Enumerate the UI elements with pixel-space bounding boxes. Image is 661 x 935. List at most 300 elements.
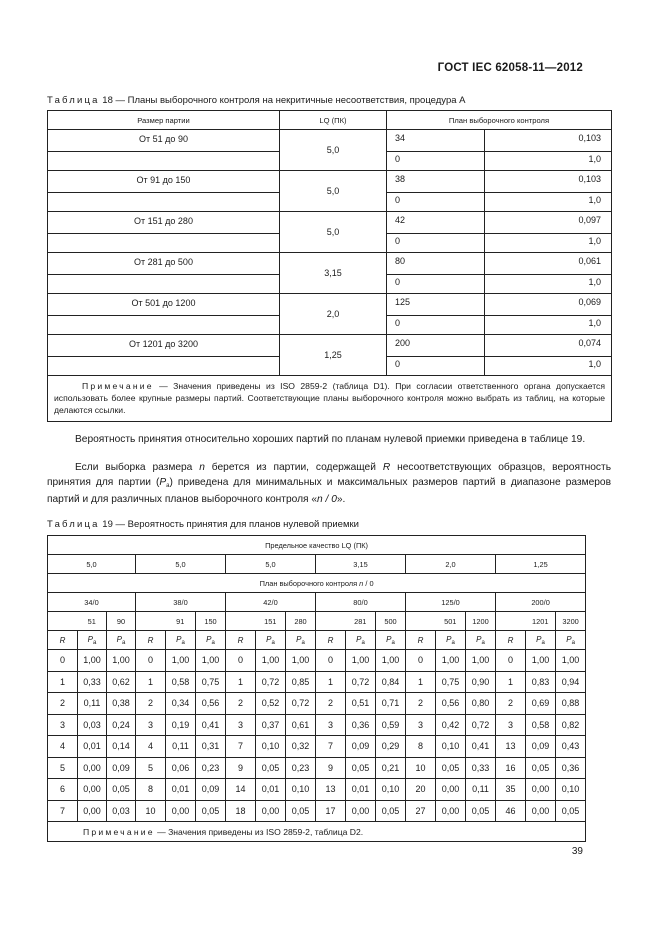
table19-pa-header <box>286 631 316 650</box>
table19-r-value: 17 <box>316 800 346 822</box>
table18-note-label: Примечание <box>82 381 154 391</box>
table18-sample-size: 80 <box>387 253 485 275</box>
table18-value: 0,061 <box>485 253 612 275</box>
table19-pa-max: 1,00 <box>376 650 406 672</box>
table19-pa-max: 1,00 <box>556 650 586 672</box>
table19-r-value: 3 <box>136 714 166 736</box>
table19-pa-sub: a <box>361 639 365 646</box>
table18-col-lot-size: Размер партии <box>48 111 280 130</box>
table19-r-value: 27 <box>406 800 436 822</box>
table19-pa-max: 0,03 <box>107 800 136 822</box>
table19-pa-max: 0,05 <box>107 779 136 801</box>
table19-pa-letter: P <box>476 634 482 644</box>
table18-value: 0,074 <box>485 335 612 357</box>
table19-pa-max: 0,24 <box>107 714 136 736</box>
para2-part-d: ) приведена для минимальных и максимальных размеров партий в диапазоне размеров партий и для различных планов выборочного контроля « <box>47 476 611 505</box>
table19-pa-max: 0,82 <box>556 714 586 736</box>
table18-lot-range: От 1201 до 3200 <box>48 335 280 357</box>
table18-blank-cell <box>48 234 280 253</box>
table18-value-2: 1,0 <box>485 152 612 171</box>
table19-pa-max: 0,84 <box>376 671 406 693</box>
table19-pa-min: 0,52 <box>256 693 286 715</box>
table19-pa-sub: a <box>571 639 575 646</box>
table19-lot-min: 501 <box>436 612 466 631</box>
table19-r-value: 2 <box>496 693 526 715</box>
para2-plan: n / 0 <box>317 494 337 505</box>
table19-r-value: 0 <box>226 650 256 672</box>
table19-pa-min: 0,58 <box>166 671 196 693</box>
table19-pa-sub: a <box>481 639 485 646</box>
table19-pa-min: 0,56 <box>436 693 466 715</box>
table19-pa-min: 0,00 <box>526 779 556 801</box>
table19-r-value: 0 <box>136 650 166 672</box>
table18-acceptance-number: 0 <box>387 152 485 171</box>
table19-pa-max: 0,62 <box>107 671 136 693</box>
table19-pa-sub: a <box>391 639 395 646</box>
table19-plan: 42/0 <box>226 593 316 612</box>
table19-pa-min: 0,75 <box>436 671 466 693</box>
para2-var-p: P <box>159 476 167 488</box>
table19-pa-header <box>78 631 107 650</box>
table18-col-plan: План выборочного контроля <box>387 111 612 130</box>
table19-pa-header <box>466 631 496 650</box>
table19-pa-min: 0,01 <box>166 779 196 801</box>
table18-row <box>48 294 612 316</box>
table19-lot-blank <box>316 612 346 631</box>
table19-pa-max: 0,10 <box>376 779 406 801</box>
table18 <box>47 110 612 422</box>
table19-pa-min: 0,00 <box>436 800 466 822</box>
table19-data-row <box>48 650 586 672</box>
table19-r-value: 1 <box>496 671 526 693</box>
table19-pa-max: 0,61 <box>286 714 316 736</box>
table19-data-row <box>48 800 586 822</box>
table18-sample-size: 34 <box>387 130 485 152</box>
paragraph-1: Вероятность принятия относительно хороших партий по планам нулевой приемки приведена в таблице 19. <box>75 434 586 445</box>
table19-r-value: 7 <box>226 736 256 758</box>
table19-r-value: 6 <box>48 779 78 801</box>
table19-lq-value: 2,0 <box>406 555 496 574</box>
table19-pa-min: 0,09 <box>526 736 556 758</box>
table19-pa-min: 0,34 <box>166 693 196 715</box>
table19-plan-title: План выборочного контроля n / 0 <box>48 574 586 593</box>
table19-pa-min: 0,58 <box>526 714 556 736</box>
table19-pa-min: 0,06 <box>166 757 196 779</box>
table19-pa-header <box>196 631 226 650</box>
table19-lot-max: 90 <box>107 612 136 631</box>
table19-r-header: R <box>136 631 166 650</box>
table18-sample-size: 42 <box>387 212 485 234</box>
table18-lq-value: 2,0 <box>280 294 387 335</box>
para2-var-n: n <box>199 462 205 473</box>
table19-pa-max: 0,21 <box>376 757 406 779</box>
table19-pa-max: 0,05 <box>466 800 496 822</box>
table19-pa-letter: P <box>536 634 542 644</box>
table19-pa-min: 0,36 <box>346 714 376 736</box>
table19-pa-max: 0,88 <box>556 693 586 715</box>
table19-lot-max: 3200 <box>556 612 586 631</box>
table19-pa-header <box>166 631 196 650</box>
table19-r-value: 9 <box>316 757 346 779</box>
table18-lot-range: От 281 до 500 <box>48 253 280 275</box>
table19-pa-min: 0,05 <box>436 757 466 779</box>
table19-r-value: 0 <box>316 650 346 672</box>
table18-row <box>48 171 612 193</box>
table19-pa-sub: a <box>93 639 97 646</box>
table19-pa-letter: P <box>296 634 302 644</box>
table18-sample-size: 125 <box>387 294 485 316</box>
table19-pa-max: 0,29 <box>376 736 406 758</box>
table19-r-value: 3 <box>496 714 526 736</box>
table19-pa-min: 0,03 <box>78 714 107 736</box>
table19-r-value: 1 <box>316 671 346 693</box>
table19-pa-max: 0,72 <box>466 714 496 736</box>
table18-blank-cell <box>48 193 280 212</box>
table19-note <box>48 822 586 842</box>
table18-col-lq: LQ (ПК) <box>280 111 387 130</box>
table18-value-2: 1,0 <box>485 316 612 335</box>
table19 <box>47 535 586 842</box>
table19-plans-row <box>48 593 586 612</box>
table19-r-value: 2 <box>48 693 78 715</box>
table19-pa-max: 0,75 <box>196 671 226 693</box>
table18-body <box>48 111 612 422</box>
table19-pa-max: 0,10 <box>286 779 316 801</box>
table19-r-value: 13 <box>496 736 526 758</box>
table19-caption-text: 19 — Вероятность принятия для планов нулевой приемки <box>99 519 359 530</box>
table18-row <box>48 130 612 152</box>
table19-pa-max: 0,23 <box>196 757 226 779</box>
table18-blank-cell <box>48 152 280 171</box>
table19-pa-min: 0,19 <box>166 714 196 736</box>
table19-pa-min: 0,01 <box>78 736 107 758</box>
table19-lq-value: 1,25 <box>496 555 586 574</box>
table19-r-value: 2 <box>136 693 166 715</box>
table19-r-value: 0 <box>48 650 78 672</box>
para2-part-e: ». <box>336 494 346 505</box>
document-header: ГОСТ IEC 62058-11—2012 <box>437 62 583 74</box>
table19-pa-max: 0,36 <box>556 757 586 779</box>
table19-r-value: 2 <box>226 693 256 715</box>
table19-pa-letter: P <box>356 634 362 644</box>
table19-r-value: 8 <box>136 779 166 801</box>
table19-pa-max: 0,23 <box>286 757 316 779</box>
table19-pa-min: 1,00 <box>526 650 556 672</box>
para2-part-b: берется из партии, содержащей <box>204 462 383 473</box>
table19-data-row <box>48 671 586 693</box>
table18-lq-value: 1,25 <box>280 335 387 376</box>
table18-caption <box>47 95 465 106</box>
table18-acceptance-number: 0 <box>387 275 485 294</box>
table19-lot-sizes-row <box>48 612 586 631</box>
table19-pa-max: 0,94 <box>556 671 586 693</box>
table19-pa-header <box>107 631 136 650</box>
table19-pa-letter: P <box>566 634 572 644</box>
table18-value-2: 1,0 <box>485 193 612 212</box>
table18-value: 0,103 <box>485 130 612 152</box>
paragraph-2 <box>47 461 611 508</box>
table19-pa-min: 0,10 <box>256 736 286 758</box>
table19-r-value: 20 <box>406 779 436 801</box>
table19-pa-max: 0,56 <box>196 693 226 715</box>
table19-pa-letter: P <box>206 634 212 644</box>
table18-value: 0,069 <box>485 294 612 316</box>
table19-body <box>48 536 586 842</box>
table19-pa-min: 1,00 <box>166 650 196 672</box>
table18-note-row <box>48 376 612 422</box>
table19-pa-max: 0,09 <box>107 757 136 779</box>
table19-pa-min: 0,05 <box>256 757 286 779</box>
table19-plan: 200/0 <box>496 593 586 612</box>
table19-pa-sub: a <box>181 639 185 646</box>
table19-r-value: 2 <box>406 693 436 715</box>
table19-pa-min: 0,72 <box>346 671 376 693</box>
table19-pa-max: 0,33 <box>466 757 496 779</box>
table19-r-value: 0 <box>496 650 526 672</box>
table19-r-header: R <box>406 631 436 650</box>
table19-pa-max: 0,09 <box>196 779 226 801</box>
table18-acceptance-number: 0 <box>387 193 485 212</box>
table19-pa-letter: P <box>87 634 93 644</box>
table19-pa-min: 1,00 <box>256 650 286 672</box>
table19-lot-min: 91 <box>166 612 196 631</box>
table19-pa-max: 0,05 <box>286 800 316 822</box>
table18-lot-range: От 51 до 90 <box>48 130 280 152</box>
table19-r-value: 0 <box>406 650 436 672</box>
table19-r-value: 4 <box>136 736 166 758</box>
table19-pa-max: 0,14 <box>107 736 136 758</box>
table19-plan: 34/0 <box>48 593 136 612</box>
table19-pa-sub: a <box>301 639 305 646</box>
table18-sample-size: 200 <box>387 335 485 357</box>
para2-var-r: R <box>382 462 391 473</box>
table19-r-header: R <box>496 631 526 650</box>
table19-data-row <box>48 736 586 758</box>
table19-pa-letter: P <box>386 634 392 644</box>
table19-r-value: 35 <box>496 779 526 801</box>
table19-pa-min: 0,00 <box>436 779 466 801</box>
table19-pa-letter: P <box>116 634 122 644</box>
table19-pa-min: 0,01 <box>256 779 286 801</box>
page-number: 39 <box>571 846 583 857</box>
table19-pa-min: 0,11 <box>78 693 107 715</box>
table19-pa-max: 1,00 <box>196 650 226 672</box>
table19-pa-max: 0,43 <box>556 736 586 758</box>
table19-r-value: 7 <box>316 736 346 758</box>
table19-lot-max: 1200 <box>466 612 496 631</box>
table19-pa-sub: a <box>541 639 545 646</box>
table19-pa-sub: a <box>211 639 215 646</box>
table19-r-value: 7 <box>48 800 78 822</box>
table19-pa-header <box>556 631 586 650</box>
table18-acceptance-number: 0 <box>387 316 485 335</box>
table19-pa-min: 0,72 <box>256 671 286 693</box>
table18-lq-value: 5,0 <box>280 212 387 253</box>
table19-data-row <box>48 757 586 779</box>
table19-r-value: 46 <box>496 800 526 822</box>
table19-pa-header <box>256 631 286 650</box>
table19-pa-min: 0,00 <box>78 757 107 779</box>
para2-part-a: Если выборка размера <box>75 462 200 473</box>
table19-pa-max: 0,05 <box>196 800 226 822</box>
table18-row <box>48 212 612 234</box>
table18-sample-size: 38 <box>387 171 485 193</box>
table18-note-text: — Значения приведены из ISO 2859-2 (таблица D1). При согласии ответственного органа допускается использовать более крупные размеры партий. Соответствующие планы выборочного контроля можно выбрать из таблиц, на которые делаются ссылки. <box>54 381 606 415</box>
table19-pa-sub: a <box>122 639 126 646</box>
table18-lot-range: От 91 до 150 <box>48 171 280 193</box>
table19-r-value: 9 <box>226 757 256 779</box>
table19-pa-max: 0,05 <box>556 800 586 822</box>
table19-caption <box>47 519 359 530</box>
table19-r-value: 1 <box>406 671 436 693</box>
table19-lq-value: 5,0 <box>136 555 226 574</box>
table19-r-value: 13 <box>316 779 346 801</box>
table18-lq-value: 5,0 <box>280 130 387 171</box>
table19-pa-min: 0,33 <box>78 671 107 693</box>
table19-pa-max: 0,41 <box>466 736 496 758</box>
table19-plan: 38/0 <box>136 593 226 612</box>
table19-pa-min: 0,51 <box>346 693 376 715</box>
table19-pa-min: 1,00 <box>78 650 107 672</box>
table19-r-header: R <box>316 631 346 650</box>
table18-blank-cell <box>48 275 280 294</box>
table19-pa-min: 0,00 <box>526 800 556 822</box>
table19-pa-min: 1,00 <box>346 650 376 672</box>
table19-caption-prefix: Таблица <box>47 519 100 530</box>
table18-lq-value: 5,0 <box>280 171 387 212</box>
table19-r-value: 3 <box>316 714 346 736</box>
table19-lot-min: 281 <box>346 612 376 631</box>
table19-var-header-row <box>48 631 586 650</box>
table18-lot-range: От 151 до 280 <box>48 212 280 234</box>
table19-pa-max: 0,80 <box>466 693 496 715</box>
table18-blank-cell <box>48 357 280 376</box>
table18-row <box>48 253 612 275</box>
table19-pa-min: 0,11 <box>166 736 196 758</box>
table19-r-value: 10 <box>136 800 166 822</box>
table19-r-value: 3 <box>48 714 78 736</box>
table19-title: Предельное качество LQ (ПК) <box>48 536 586 555</box>
table19-lot-max: 150 <box>196 612 226 631</box>
table19-r-value: 1 <box>226 671 256 693</box>
table19-pa-header <box>436 631 466 650</box>
table19-pa-min: 0,69 <box>526 693 556 715</box>
table19-pa-max: 0,72 <box>286 693 316 715</box>
table19-r-value: 5 <box>48 757 78 779</box>
table19-pa-max: 0,41 <box>196 714 226 736</box>
table18-value-2: 1,0 <box>485 357 612 376</box>
table19-lot-blank <box>406 612 436 631</box>
table19-pa-min: 0,01 <box>346 779 376 801</box>
table19-r-value: 4 <box>48 736 78 758</box>
table18-caption-prefix: Таблица <box>47 95 100 106</box>
table19-pa-min: 0,10 <box>436 736 466 758</box>
table19-lq-row <box>48 555 586 574</box>
table19-pa-letter: P <box>446 634 452 644</box>
table19-pa-min: 1,00 <box>436 650 466 672</box>
table19-lot-min: 1201 <box>526 612 556 631</box>
table18-note <box>48 376 612 422</box>
table19-r-value: 18 <box>226 800 256 822</box>
table19-r-value: 1 <box>48 671 78 693</box>
table19-pa-min: 0,00 <box>256 800 286 822</box>
table19-plan-title-row <box>48 574 586 593</box>
table19-r-value: 3 <box>226 714 256 736</box>
table18-value-2: 1,0 <box>485 234 612 253</box>
table19-pa-min: 0,09 <box>346 736 376 758</box>
table19-r-header: R <box>226 631 256 650</box>
table19-r-value: 10 <box>406 757 436 779</box>
table19-lot-blank <box>226 612 256 631</box>
table19-pa-min: 0,42 <box>436 714 466 736</box>
table19-pa-header <box>376 631 406 650</box>
table18-acceptance-number: 0 <box>387 234 485 253</box>
table19-pa-letter: P <box>176 634 182 644</box>
table19-note-row <box>48 822 586 842</box>
table19-plan: 125/0 <box>406 593 496 612</box>
table19-lot-min: 151 <box>256 612 286 631</box>
table19-pa-max: 0,11 <box>466 779 496 801</box>
table19-pa-min: 0,00 <box>166 800 196 822</box>
table19-lot-max: 500 <box>376 612 406 631</box>
table18-lot-range: От 501 до 1200 <box>48 294 280 316</box>
table19-pa-min: 0,00 <box>78 779 107 801</box>
table19-plan: 80/0 <box>316 593 406 612</box>
para2-sub-a: a <box>166 482 170 489</box>
table19-pa-max: 0,59 <box>376 714 406 736</box>
table19-pa-header <box>526 631 556 650</box>
table19-pa-max: 0,71 <box>376 693 406 715</box>
table19-pa-max: 1,00 <box>107 650 136 672</box>
table19-lot-max: 280 <box>286 612 316 631</box>
table19-pa-max: 1,00 <box>466 650 496 672</box>
table19-data-row <box>48 779 586 801</box>
table19-lq-value: 5,0 <box>48 555 136 574</box>
table19-pa-sub: a <box>451 639 455 646</box>
table19-pa-max: 0,32 <box>286 736 316 758</box>
table19-pa-sub: a <box>271 639 275 646</box>
table19-lot-min: 51 <box>78 612 107 631</box>
table19-pa-min: 0,00 <box>346 800 376 822</box>
table19-pa-min: 0,83 <box>526 671 556 693</box>
table19-pa-max: 0,38 <box>107 693 136 715</box>
table19-note-label: Примечание <box>83 826 155 837</box>
table19-title-row <box>48 536 586 555</box>
para2-part-c: несоответствующих образцов, вероятность принятия для партии ( <box>47 462 611 488</box>
table19-lot-blank <box>496 612 526 631</box>
table19-pa-max: 0,31 <box>196 736 226 758</box>
table19-r-value: 16 <box>496 757 526 779</box>
table18-value-2: 1,0 <box>485 275 612 294</box>
table19-lq-value: 5,0 <box>226 555 316 574</box>
table19-lot-blank <box>136 612 166 631</box>
table19-pa-max: 1,00 <box>286 650 316 672</box>
table18-row <box>48 335 612 357</box>
table19-data-row <box>48 693 586 715</box>
table19-pa-max: 0,90 <box>466 671 496 693</box>
table19-pa-max: 0,10 <box>556 779 586 801</box>
table19-note-text: — Значения приведены из ISO 2859-2, таблица D2. <box>154 826 364 837</box>
table19-pa-max: 0,05 <box>376 800 406 822</box>
table19-pa-min: 0,05 <box>526 757 556 779</box>
table19-pa-min: 0,05 <box>346 757 376 779</box>
table18-lq-value: 3,15 <box>280 253 387 294</box>
table19-r-value: 14 <box>226 779 256 801</box>
table19-data-row <box>48 714 586 736</box>
table19-r-value: 3 <box>406 714 436 736</box>
table19-r-header: R <box>48 631 78 650</box>
table19-pa-min: 0,00 <box>78 800 107 822</box>
